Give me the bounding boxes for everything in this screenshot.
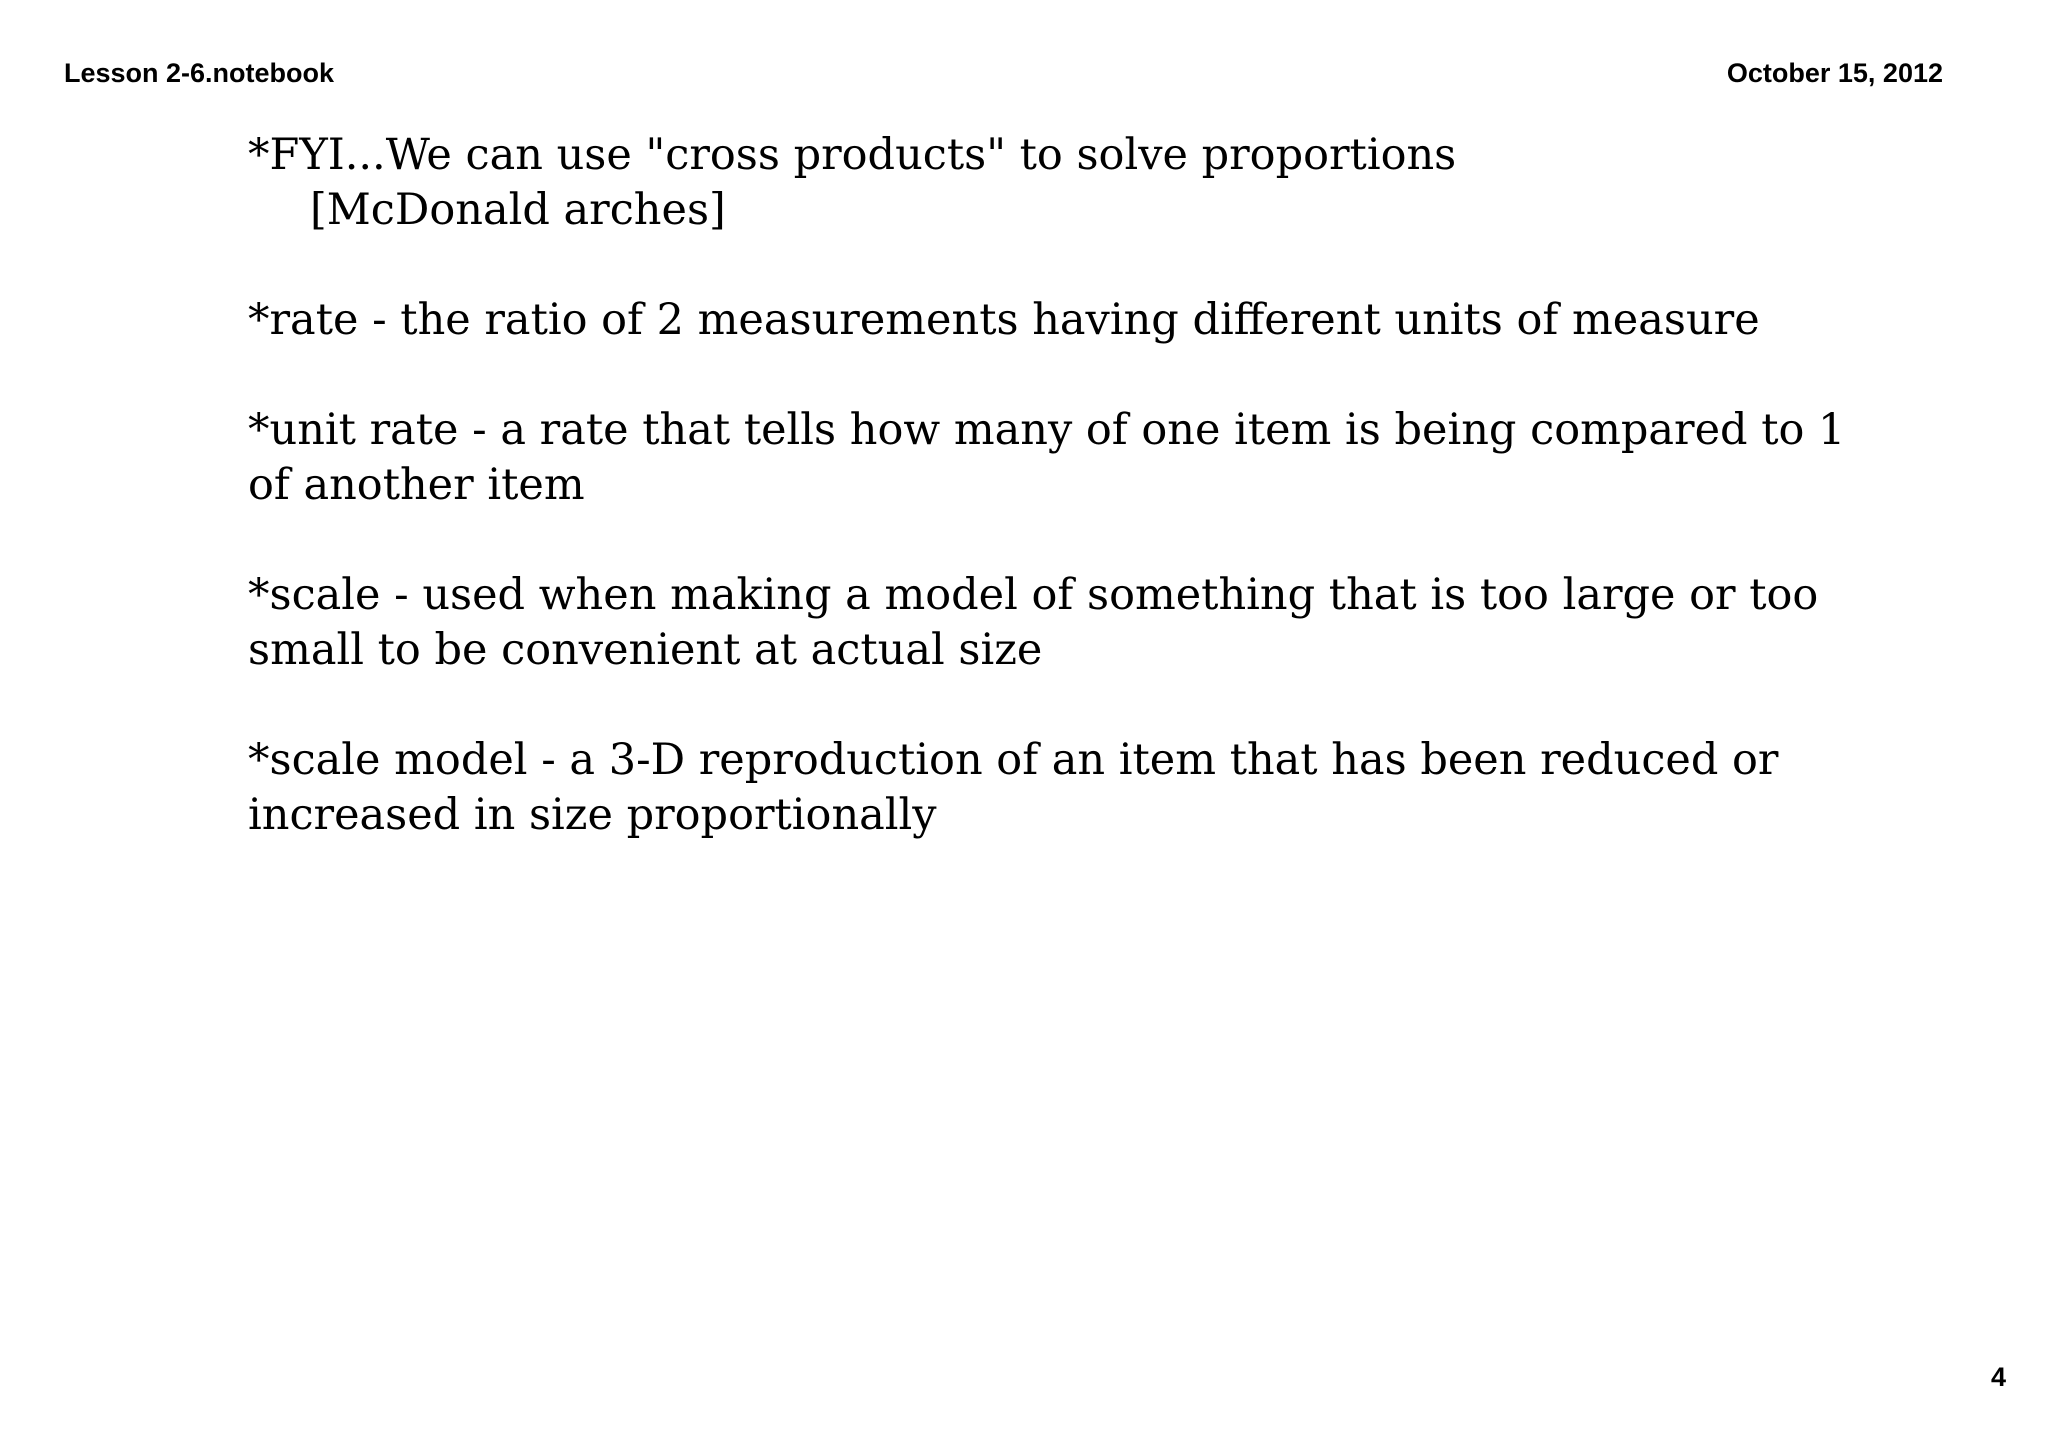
note-line: *scale - used when making a model of something that is too large or too: [248, 570, 1819, 620]
note-line: *FYI...We can use "cross products" to solve proportions: [248, 130, 1457, 180]
note-line: of another item: [248, 460, 585, 510]
notes-content: [248, 128, 1888, 843]
note-line: [McDonald arches]: [310, 185, 726, 235]
note-line: increased in size proportionally: [248, 790, 937, 840]
note-line: *scale model - a 3-D reproduction of an item that has been reduced or: [248, 735, 1779, 785]
page-date: October 15, 2012: [1726, 58, 1943, 88]
note-line: *rate - the ratio of 2 measurements having different units of measure: [248, 295, 1760, 345]
page-number: 4: [1990, 1362, 2006, 1392]
note-fyi-cross-products: [248, 128, 1888, 238]
note-scale-definition: [248, 568, 1888, 678]
note-rate-definition: [248, 293, 1888, 348]
notebook-title: Lesson 2-6.notebook: [64, 58, 335, 88]
note-scale-model-definition: [248, 733, 1888, 843]
note-unit-rate-definition: [248, 403, 1888, 513]
note-line: *unit rate - a rate that tells how many of one item is being compared to 1: [248, 405, 1846, 455]
note-line: small to be convenient at actual size: [248, 625, 1043, 675]
